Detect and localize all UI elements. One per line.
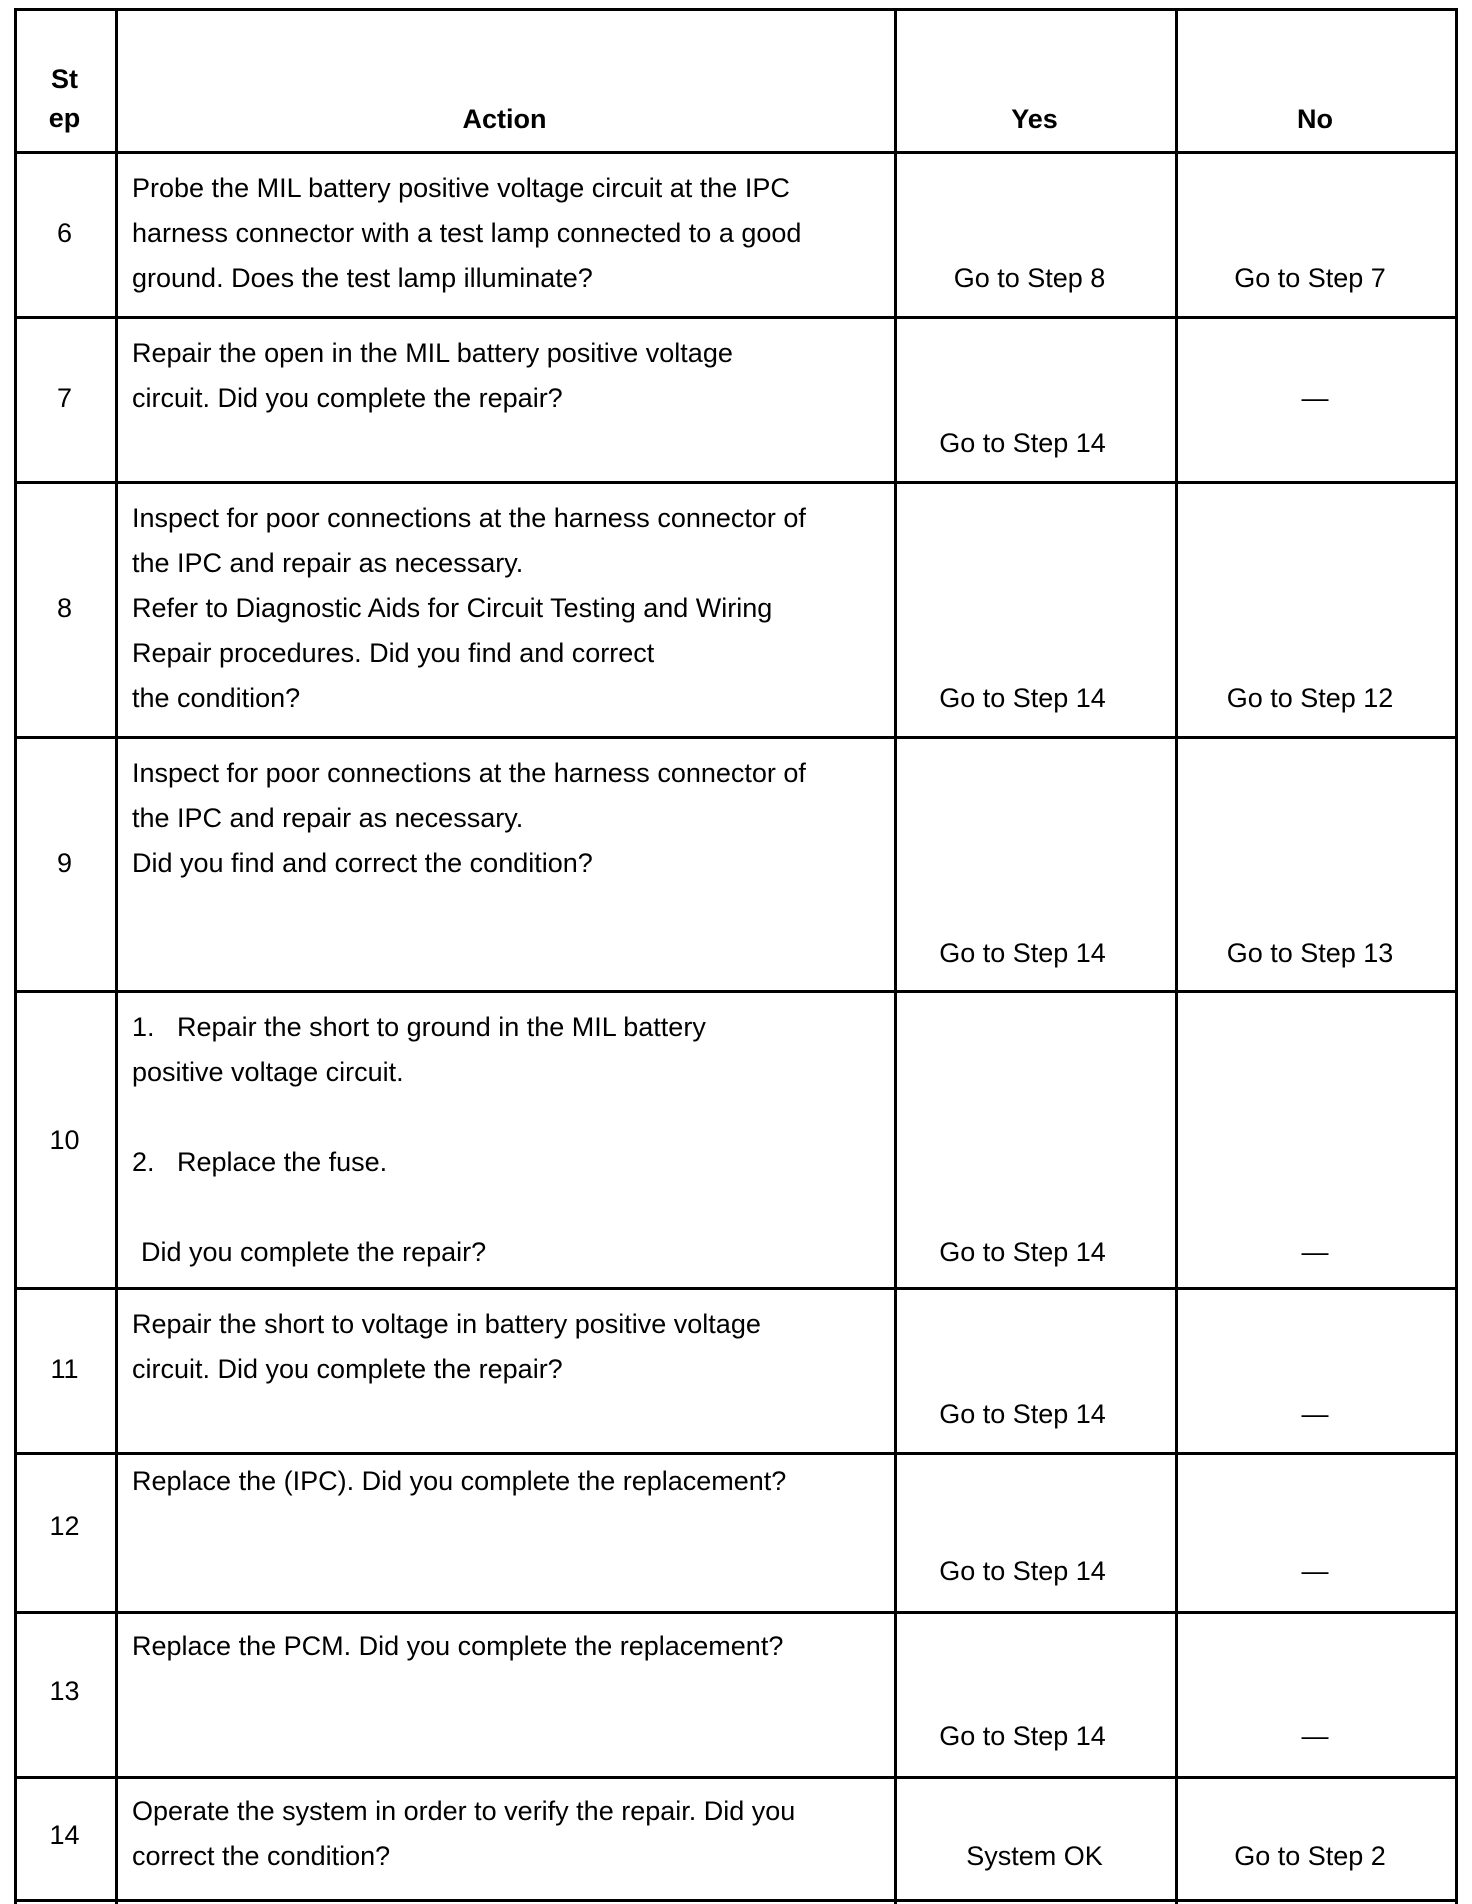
yes-result: Go to Step 14 [939, 428, 1106, 458]
step-number: 13 [49, 1676, 80, 1706]
action-line: positive voltage circuit. [132, 1057, 404, 1087]
header-yes: Yes [1011, 104, 1058, 134]
header-no: No [1297, 104, 1333, 134]
table-border-top [14, 8, 1458, 11]
column-divider-step [115, 8, 118, 1904]
action-text [132, 1302, 761, 1392]
row-divider [14, 316, 1458, 319]
action-line: ground. Does the test lamp illuminate? [132, 263, 593, 293]
header-step-line1: St [51, 64, 78, 94]
action-text [132, 1459, 786, 1504]
no-result: — [1301, 383, 1329, 413]
table-border-right [1455, 8, 1458, 1904]
row-divider [14, 151, 1458, 154]
action-line: Inspect for poor connections at the harness connector of [132, 758, 806, 788]
row-divider [14, 1452, 1458, 1455]
action-line: Replace the PCM. Did you complete the replacement? [132, 1631, 784, 1661]
action-text [132, 166, 801, 301]
action-text [132, 1789, 795, 1879]
action-line: circuit. Did you complete the repair? [132, 383, 563, 413]
no-result: — [1301, 1556, 1329, 1586]
action-line: the IPC and repair as necessary. [132, 548, 524, 578]
step-number: 11 [50, 1354, 79, 1384]
row-divider [14, 1776, 1458, 1779]
no-result: — [1301, 1237, 1329, 1267]
no-result: — [1301, 1721, 1329, 1751]
action-line: correct the condition? [132, 1841, 391, 1871]
row-divider [14, 1611, 1458, 1614]
action-line: Repair the open in the MIL battery positive voltage [132, 338, 733, 368]
action-text [132, 496, 806, 721]
row-divider [14, 1287, 1458, 1290]
step-number: 7 [56, 383, 73, 413]
step-number: 14 [49, 1820, 80, 1850]
yes-result: System OK [966, 1841, 1103, 1871]
step-number: 8 [56, 593, 73, 623]
no-result: Go to Step 13 [1226, 938, 1394, 968]
no-result: Go to Step 12 [1226, 683, 1394, 713]
action-text [132, 1005, 706, 1275]
action-list-item: 2. Replace the fuse. [132, 1147, 388, 1177]
yes-result: Go to Step 14 [939, 1237, 1106, 1267]
yes-result: Go to Step 14 [939, 1721, 1106, 1751]
action-line: harness connector with a test lamp connected to a good [132, 218, 802, 248]
header-action: Action [462, 104, 547, 134]
header-step [14, 60, 115, 138]
yes-result: Go to Step 8 [953, 263, 1106, 293]
action-line: Operate the system in order to verify the repair. Did you [132, 1796, 796, 1826]
row-divider [14, 481, 1458, 484]
action-line: Replace the (IPC). Did you complete the replacement? [132, 1466, 787, 1496]
step-number: 10 [49, 1125, 80, 1155]
step-number: 12 [49, 1511, 80, 1541]
yes-result: Go to Step 14 [939, 1556, 1106, 1586]
no-result: Go to Step 2 [1234, 1841, 1386, 1871]
action-line: Repair the short to voltage in battery positive voltage [132, 1309, 761, 1339]
row-divider [14, 990, 1458, 993]
action-text [132, 751, 806, 886]
step-number: 6 [56, 218, 73, 248]
action-line: Probe the MIL battery positive voltage circuit at the IPC [132, 173, 790, 203]
table-border-bottom [14, 1899, 1458, 1902]
action-line: the condition? [132, 683, 301, 713]
header-step-line2: ep [48, 103, 81, 133]
action-line: circuit. Did you complete the repair? [132, 1354, 563, 1384]
yes-result: Go to Step 14 [939, 1399, 1106, 1429]
action-line: Repair procedures. Did you find and correct [132, 638, 655, 668]
no-result: — [1301, 1399, 1329, 1429]
action-line: the IPC and repair as necessary. [132, 803, 524, 833]
step-number: 9 [56, 848, 73, 878]
no-result: Go to Step 7 [1234, 263, 1386, 293]
diagnostic-table [14, 8, 1458, 1904]
yes-result: Go to Step 14 [939, 683, 1106, 713]
action-line: Did you find and correct the condition? [132, 848, 593, 878]
action-text [132, 1624, 783, 1669]
action-list-item: 1. Repair the short to ground in the MIL battery [132, 1012, 706, 1042]
yes-result: Go to Step 14 [939, 938, 1106, 968]
action-text [132, 331, 733, 421]
action-question: Did you complete the repair? [141, 1237, 487, 1267]
action-line: Refer to Diagnostic Aids for Circuit Testing and Wiring [132, 593, 773, 623]
action-line: Inspect for poor connections at the harness connector of [132, 503, 806, 533]
table-border-left [14, 8, 17, 1904]
row-divider [14, 736, 1458, 739]
